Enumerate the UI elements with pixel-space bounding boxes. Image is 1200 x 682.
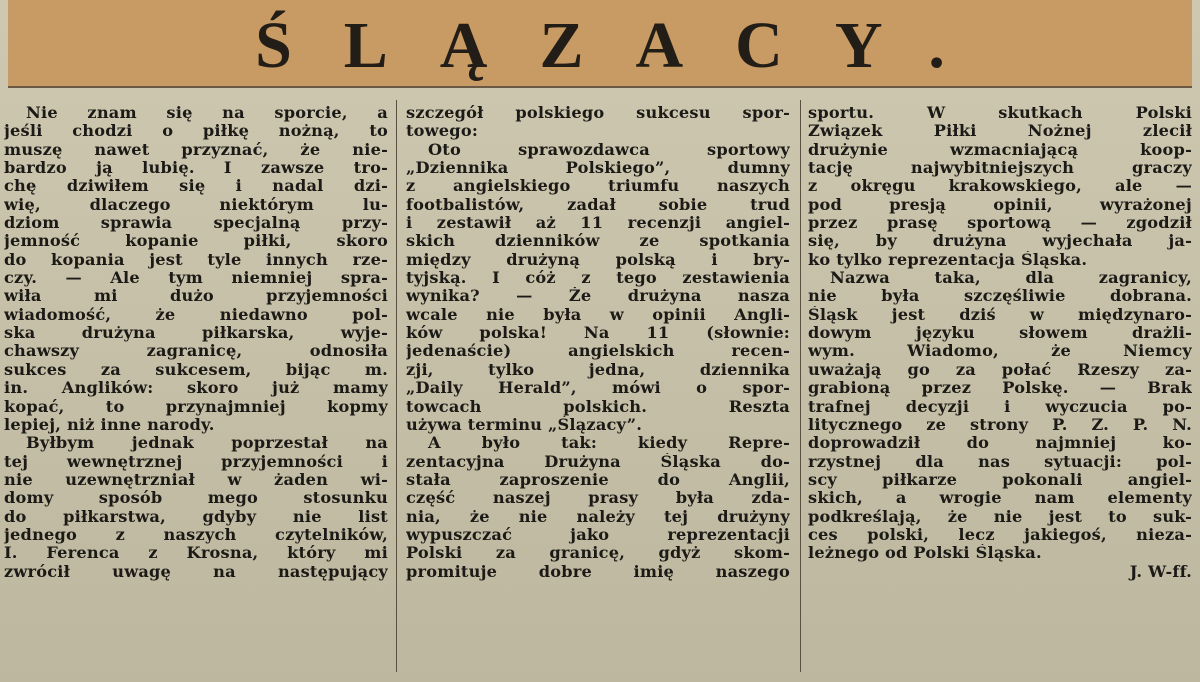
article-text-line: towego: (406, 122, 478, 141)
article-text-line: Nie znam się na sporcie, a (26, 104, 388, 122)
article-text-line: chę dziwiłem się i nadal dzi- (4, 177, 388, 196)
article-text-line: czy. — Ale tym niemniej spra- (4, 269, 388, 288)
article-text-line: jemność kopanie piłki, skoro (4, 232, 388, 251)
article-text-line: grabioną przez Polskę. — Brak (808, 379, 1192, 398)
article-text-line: ces polski, lecz jakiegoś, nieza- (808, 525, 1192, 544)
article-text-line: wię, dlaczego niektórym lu- (4, 195, 388, 214)
article-text-line: z angielskiego triumfu naszych (406, 177, 790, 196)
article-text-line: doprowadził do najmniej ko- (808, 434, 1192, 453)
article-text-line: Śląsk jest dziś w międzynaro- (808, 305, 1192, 324)
article-text-line: przez prasę sportową — zgodził (808, 214, 1192, 233)
article-text-line: pod presją opinii, wyrażonej (808, 195, 1192, 214)
article-text-line: wynika? — Że drużyna nasza (406, 287, 790, 306)
article-text-line: rzystnej dla nas sytuacji: pol- (808, 452, 1192, 471)
article-text-line: lepiej, niż inne narody. (4, 415, 215, 434)
article-text-line: litycznego ze strony P. Z. P. N. (808, 415, 1192, 434)
article-text-line: drużynie wzmacniającą koop- (808, 140, 1192, 159)
article-text-line: ska drużyna piłkarska, wyje- (4, 324, 388, 343)
article-text-line: dowym języku słowem drażli- (808, 324, 1192, 343)
article-text-line: promituje dobre imię naszego (406, 562, 790, 581)
article-text-line: nie była szczęśliwie dobrana. (808, 287, 1192, 306)
article-text-line: „Dziennika Polskiego”, dumny (406, 159, 790, 178)
article-text-line: jedenaście) angielskich recen- (406, 342, 790, 361)
article-text-line: jeśli chodzi o piłkę nożną, to (4, 122, 388, 141)
article-text-line: scy piłkarze pokonali angiel- (808, 470, 1192, 489)
article-text-line: sportu. W skutkach Polski (808, 104, 1192, 122)
article-text-line: się, by drużyna wyjechała ja- (808, 232, 1192, 251)
article-text-line: wypuszczać jako reprezentacji (406, 525, 790, 544)
article-text-line: używa terminu „Ślązacy”. (406, 415, 643, 434)
article-column-1 (4, 104, 388, 674)
article-text-line: do piłkarstwa, gdyby nie list (4, 507, 388, 526)
article-text-line: ków polska! Na 11 (słownie: (406, 324, 790, 343)
article-text-line: skich dzienników ze spotkania (406, 232, 790, 251)
article-text-line: skich, a wrogie nam elementy (808, 489, 1192, 508)
article-text-line: trafnej decyzji i wyczucia po- (808, 397, 1192, 416)
article-text-line: Polski za granicę, gdyż skom- (406, 544, 790, 563)
article-text-line: zji, tylko jedna, dziennika (406, 360, 790, 379)
article-text-line: tej wewnętrznej przyjemności i (4, 452, 388, 471)
article-text-line: footbalistów, zadał sobie trud (406, 195, 790, 214)
article-text-line: chawszy zagranicę, odnosiła (4, 342, 388, 361)
article-text-line: wcale nie była w opinii Angli- (406, 305, 790, 324)
article-text-line: do kopania jest tyle innych rze- (4, 250, 388, 269)
article-text-line: towcach polskich. Reszta (406, 397, 790, 416)
article-text-line: ko tylko reprezentacja Śląska. (808, 250, 1088, 269)
article-text-line: wym. Wiadomo, że Niemcy (808, 342, 1192, 361)
headline-banner (8, 0, 1192, 88)
article-text-line: nie uzewnętrzniał w żaden wi- (4, 470, 388, 489)
article-text-line: zentacyjna Drużyna Śląska do- (406, 452, 790, 471)
article-text-line: „Daily Herald”, mówi o spor- (406, 379, 790, 398)
article-text-line: szczegół polskiego sukcesu spor- (406, 104, 790, 122)
article-text-line: in. Anglików: skoro już mamy (4, 379, 388, 398)
article-text-line: leżnego od Polski Śląska. (808, 544, 1042, 563)
article-text-line: dziom sprawia specjalną przy- (4, 214, 388, 233)
column-divider (800, 100, 801, 672)
article-text-line: Nazwa taka, dla zagranicy, (830, 269, 1192, 288)
article-text-line: Związek Piłki Nożnej zlecił (808, 122, 1192, 141)
article-column-3 (808, 104, 1192, 674)
article-text-line: zwrócił uwagę na następujący (4, 562, 388, 581)
article-text-line: kopać, to przynajmniej kopmy (4, 397, 388, 416)
article-column-2 (406, 104, 790, 674)
article-text-line: podkreślają, że nie jest to suk- (808, 507, 1192, 526)
article-text-line: bardzo ją lubię. I zawsze tro- (4, 159, 388, 178)
column-divider (396, 100, 397, 672)
article-text-line: część naszej prasy była zda- (406, 489, 790, 508)
article-text-line: domy sposób mego stosunku (4, 489, 388, 508)
article-text-line: jednego z naszych czytelników, (4, 525, 388, 544)
article-text-line: muszę nawet przyznać, że nie- (4, 140, 388, 159)
article-text-line: stała zaproszenie do Anglii, (406, 470, 790, 489)
article-text-line: uważają go za połać Rzeszy za- (808, 360, 1192, 379)
article-text-line: i zestawił aż 11 recenzji angiel- (406, 214, 790, 233)
article-text-line: z okręgu krakowskiego, ale — (808, 177, 1192, 196)
article-text-line: sukces za sukcesem, bijąc m. (4, 360, 388, 379)
article-text-line: wiła mi dużo przyjemności (4, 287, 388, 306)
article-text-line: między drużyną polską i bry- (406, 250, 790, 269)
author-signature: J. W-ff. (1129, 562, 1192, 581)
article-text-line: A było tak: kiedy Repre- (428, 434, 790, 453)
article-text-line: wiadomość, że niedawno pol- (4, 305, 388, 324)
article-text-line: nia, że nie należy tej drużyny (406, 507, 790, 526)
headline-title: ŚLĄZACY. (255, 9, 997, 82)
article-text-line: I. Ferenca z Krosna, który mi (4, 544, 388, 563)
article-text-line: tyjską. I cóż z tego zestawienia (406, 269, 790, 288)
article-text-line: tację najwybitniejszych graczy (808, 159, 1192, 178)
article-text-line: Byłbym jednak poprzestał na (26, 434, 388, 453)
article-text-line: Oto sprawozdawca sportowy (428, 140, 790, 159)
